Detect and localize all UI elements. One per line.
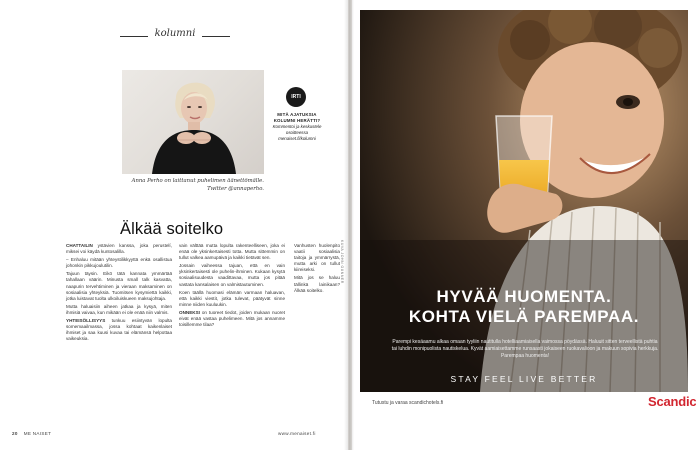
scandic-logo: Scandic bbox=[648, 394, 696, 409]
body-column-2 bbox=[179, 243, 285, 330]
ad-headline-line-1: HYVÄÄ HUOMENTA. bbox=[436, 287, 612, 306]
right-page-advertisement bbox=[352, 0, 696, 450]
paragraph bbox=[66, 304, 172, 316]
magazine-name: ME NAISET bbox=[23, 431, 52, 436]
paragraph bbox=[66, 243, 172, 255]
section-label-text: kolumni bbox=[154, 28, 196, 39]
paragraph-lead: ONNEKSI bbox=[179, 309, 200, 315]
author-portrait bbox=[122, 70, 264, 174]
paragraph-text: Mutta haluaisiin aiheen jatkaa ja kysyä, miten ihmisiä vaivaa, kun mikään ei ole enää niin valmis. bbox=[66, 303, 172, 315]
section-rule-left bbox=[120, 36, 148, 37]
paragraph-text: – Enhaluu mitään yhteystilikkyyttä enkä osallistua johonkin pikkujoulutilin. bbox=[66, 257, 172, 269]
paragraph bbox=[66, 271, 172, 301]
page-gutter-shadow bbox=[344, 0, 354, 450]
ad-headline-line-2: KOHTA VIELÄ PAREMPAA. bbox=[408, 307, 640, 326]
irti-badge: IRTI bbox=[286, 87, 306, 107]
footer-url: www.menaiset.fi bbox=[278, 431, 316, 436]
page-number: 20 bbox=[12, 431, 18, 436]
paragraph-text: vain välttää mutta lopulta rakenteelliseen, joka ei enää ole yksinkertaisesti totta. Mutta sittemmin on tullut valkea aamupäivä ja kaikki tietävät sen. bbox=[179, 243, 285, 261]
paragraph bbox=[179, 243, 285, 261]
body-column-1 bbox=[66, 243, 172, 344]
paragraph bbox=[66, 257, 172, 269]
paragraph bbox=[179, 310, 285, 328]
paragraph-text: Vanhusten huolenpito vaatii sosiaalisia taitoja ja ymmärrystä, mutta arki on tullut kiireiseksi. bbox=[294, 243, 340, 273]
article-headline: Älkää soitelko bbox=[120, 220, 224, 238]
sidenote-text: Kommentoi ja keskustele osoitteessa menaiset.fi/kolumni bbox=[272, 124, 322, 141]
caption-line-1: Anna Perho on laittanut puhelimen äänettömälle. bbox=[131, 178, 264, 184]
ad-tagline: STAY FEEL LIVE BETTER bbox=[450, 374, 598, 384]
ad-body-text: Parempi kesäaamu alkaa omaan tyyliin nautitulla hotelliaamiaisella vaimossa pöydässä. Haluuit sitten terveellistä puhtia tai luhdin monipuolista nautiskelua. Kyvät aamiaisettamme runsaasti jokaiseen ruokavalioon ja makuun sopivia herkkuja. Parempaa huomenta! bbox=[391, 339, 659, 359]
paragraph-text: Jossain vaiheessa tajuan, että en vain yksinkertaisesti ole puhelin-ihminen. Kukaan kysytä sosiaalisuudesta vaadittavaa, mutta jos pitää vastata kansalaisen on valmistautuminen. bbox=[179, 263, 285, 287]
section-label bbox=[120, 26, 230, 46]
paragraph bbox=[294, 275, 340, 293]
body-column-3 bbox=[294, 243, 340, 296]
paragraph bbox=[294, 243, 340, 273]
caption-line-2: Twitter @annaperho. bbox=[207, 185, 264, 192]
paragraph-text: Tajuun täysin. Eikö tätä kannata ymmärtää tahallaan väärin. Minusta small talk kasvatta, naapurin tervehtiminen ja vieraan maksaminen on sosiaalisia yhteyksiä. Tuomitsen kysymiettä kaikki, jotka luistavat tuolta ulkoiluiskueen maksujohtaja. bbox=[66, 271, 172, 301]
sidenote-heading: MITÄ AJATUKSIA KOLUMNI HERÄTTI? bbox=[273, 112, 321, 123]
paragraph-text: Koen täällä huomasi elämän varmaan haluavan, että kaikki viestit, jotka tulevat, päätyvät sinne minne niiden kuuluukin. bbox=[179, 289, 285, 307]
paragraph-text: ystävien kanssa, joka perustelí, miksei voi käydä kuntosalilla. bbox=[66, 243, 172, 255]
page-footer bbox=[12, 431, 51, 436]
paragraph bbox=[66, 318, 172, 342]
paragraph-lead: CHATTAILIN bbox=[66, 243, 93, 248]
comment-sidenote bbox=[272, 112, 322, 142]
paragraph bbox=[179, 290, 285, 308]
ad-photo bbox=[360, 10, 688, 392]
paragraph-lead: YHTEISÖLLISYYS bbox=[66, 318, 106, 324]
paragraph-text: tunkuu esiintyvän lopulta somemaailmassa, jossa kohtaat kaikenlaiset ihmiset ja saa kuusi kuvaa tai elämänsä helpottaa vaikeuksia. bbox=[66, 318, 172, 342]
paragraph-text: on tuoreet tiedot, joiden mukaan nuoret eivät enää vastaa puhelimeen. Mitä jos annamme toisillemme tilaa? bbox=[179, 309, 285, 328]
ad-footer-text: Tutustu ja varaa scandichotels.fi bbox=[372, 400, 444, 406]
photo-caption bbox=[122, 178, 264, 193]
paragraph-text: Mitä jos se haluu tällinkä lainikaan? Älkää soitelko. bbox=[294, 275, 340, 293]
paragraph bbox=[179, 263, 285, 287]
section-rule-right bbox=[202, 36, 230, 37]
photo-credit: KUVA JOHN GUNNER bbox=[340, 240, 344, 284]
